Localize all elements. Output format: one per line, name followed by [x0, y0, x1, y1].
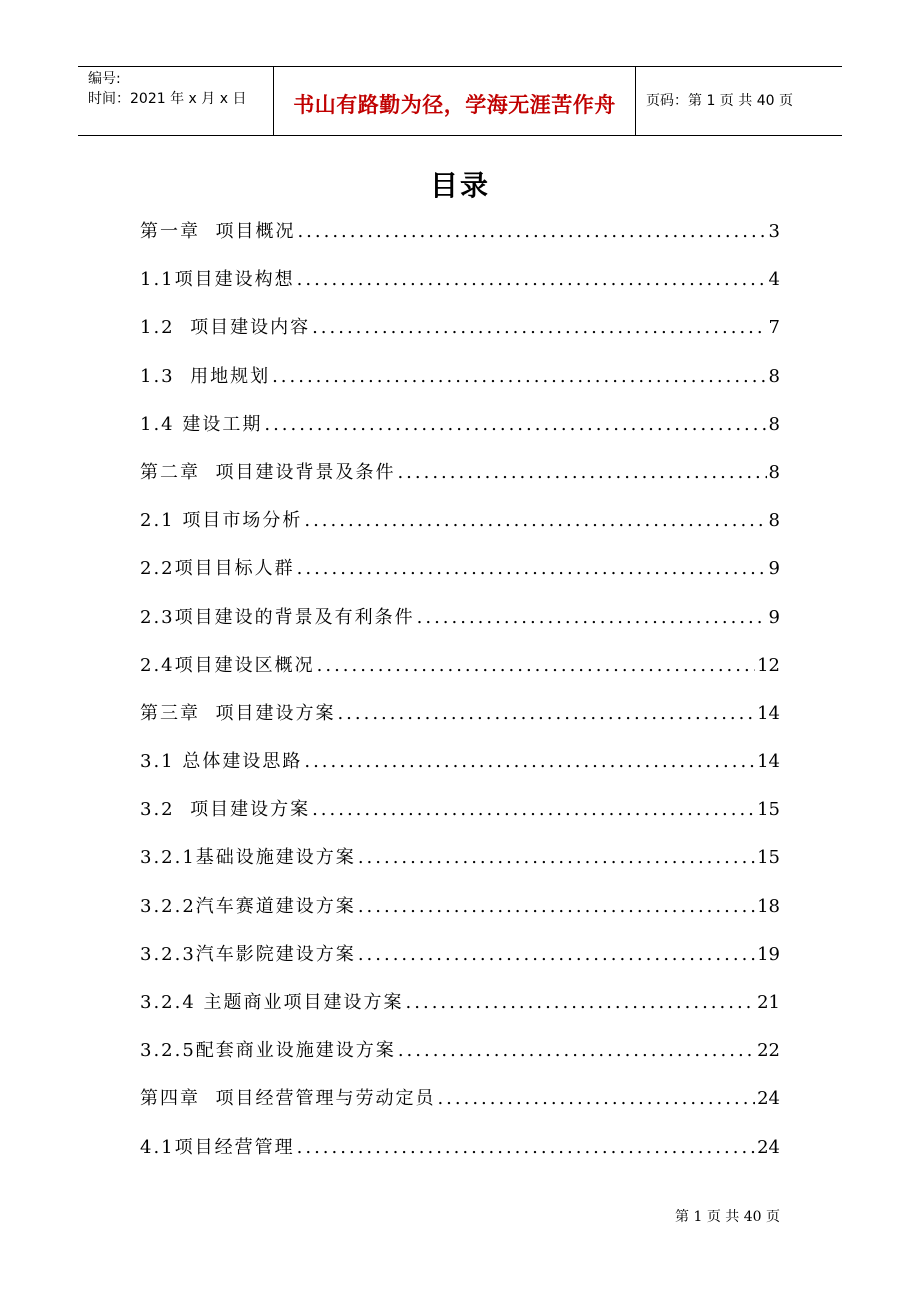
- toc-entry-label: 3.2.5配套商业设施建设方案: [140, 1040, 396, 1062]
- toc-entry-label: 2.3项目建设的背景及有利条件: [140, 606, 415, 628]
- toc-entry-label: 第三章 项目建设方案: [140, 702, 336, 724]
- toc-entry-label: 1.4 建设工期: [140, 413, 263, 435]
- toc-dot-leader: [437, 1075, 755, 1123]
- toc-entry[interactable]: [140, 979, 780, 1027]
- document-header: [78, 66, 842, 136]
- toc-entry[interactable]: [140, 834, 780, 882]
- toc-entry-page-number: 8: [768, 461, 780, 483]
- toc-entry-label: 3.1 总体建设思路: [140, 751, 303, 773]
- toc-dot-leader: [297, 545, 767, 593]
- toc-entry-page-number: 15: [757, 847, 780, 869]
- header-right-cell: [636, 67, 842, 135]
- toc-entry[interactable]: [140, 208, 780, 256]
- toc-entry-label: 2.4项目建设区概况: [140, 654, 315, 676]
- toc-entry-page-number: 4: [768, 269, 780, 291]
- toc-dot-leader: [398, 1027, 755, 1075]
- toc-entry-page-number: 18: [757, 895, 780, 917]
- header-motto: 书山有路勤为径，学海无涯苦作舟: [293, 93, 616, 117]
- toc-dot-leader: [312, 304, 766, 352]
- toc-entry-page-number: 8: [768, 365, 780, 387]
- toc-entry-page-number: 24: [757, 1088, 780, 1110]
- header-center-cell: [274, 67, 636, 135]
- table-of-contents: [140, 208, 780, 1172]
- toc-entry-page-number: 14: [757, 702, 780, 724]
- toc-entry-label: 3.2.4 主题商业项目建设方案: [140, 992, 404, 1013]
- toc-entry-page-number: 8: [768, 510, 780, 532]
- date-label: 时间：2021 年 x 月 x 日: [88, 91, 247, 107]
- toc-entry-page-number: 8: [768, 413, 780, 435]
- toc-entry-page-number: 24: [757, 1136, 780, 1158]
- header-left-cell: [78, 67, 274, 135]
- toc-entry-page-number: 7: [768, 317, 780, 339]
- toc-entry-label: 第二章 项目建设背景及条件: [140, 461, 396, 483]
- toc-dot-leader: [297, 1124, 755, 1172]
- toc-dot-leader: [297, 256, 767, 304]
- toc-entry[interactable]: [140, 594, 780, 642]
- toc-entry-page-number: 21: [757, 992, 780, 1013]
- toc-dot-leader: [264, 401, 766, 449]
- toc-entry-label: 2.2项目目标人群: [140, 558, 295, 580]
- toc-dot-leader: [397, 449, 766, 497]
- toc-dot-leader: [417, 594, 767, 642]
- toc-title: 目录: [429, 169, 490, 202]
- toc-entry[interactable]: [140, 401, 780, 449]
- toc-dot-leader: [337, 690, 755, 738]
- toc-entry[interactable]: [140, 690, 780, 738]
- toc-entry-label: 4.1项目经营管理: [140, 1136, 295, 1158]
- toc-entry-label: 3.2.2汽车赛道建设方案: [140, 895, 356, 917]
- toc-entry[interactable]: [140, 931, 780, 979]
- toc-dot-leader: [304, 738, 755, 786]
- toc-entry[interactable]: [140, 545, 780, 593]
- toc-entry-page-number: 15: [757, 799, 780, 821]
- toc-entry-page-number: 19: [757, 943, 780, 965]
- serial-number-label: 编号:: [88, 71, 121, 87]
- toc-entry[interactable]: [140, 642, 780, 690]
- toc-dot-leader: [358, 834, 755, 882]
- toc-entry-label: 3.2 项目建设方案: [140, 799, 311, 821]
- header-page-info: 页码：第 1 页 共 40 页: [646, 93, 793, 109]
- toc-entry[interactable]: [140, 497, 780, 545]
- toc-dot-leader: [297, 208, 766, 256]
- toc-entry-page-number: 14: [757, 751, 780, 773]
- toc-dot-leader: [406, 979, 756, 1027]
- toc-entry[interactable]: [140, 1124, 780, 1172]
- toc-entry[interactable]: [140, 304, 780, 352]
- toc-dot-leader: [317, 642, 755, 690]
- toc-entry-label: 第四章 项目经营管理与劳动定员: [140, 1088, 436, 1110]
- toc-entry-page-number: 12: [757, 654, 780, 676]
- toc-dot-leader: [358, 883, 755, 931]
- toc-entry-label: 1.2 项目建设内容: [140, 317, 311, 339]
- toc-dot-leader: [272, 353, 766, 401]
- toc-dot-leader: [312, 786, 755, 834]
- toc-entry-page-number: 22: [757, 1040, 780, 1062]
- toc-entry-label: 2.1 项目市场分析: [140, 510, 303, 532]
- toc-entry[interactable]: [140, 353, 780, 401]
- toc-entry-label: 1.1项目建设构想: [140, 269, 295, 291]
- toc-dot-leader: [304, 497, 766, 545]
- toc-entry-page-number: 9: [768, 606, 780, 628]
- toc-entry[interactable]: [140, 1027, 780, 1075]
- toc-entry-label: 3.2.3汽车影院建设方案: [140, 943, 356, 965]
- toc-entry-label: 第一章 项目概况: [140, 221, 296, 242]
- page-footer: 第 1 页 共 40 页: [675, 1209, 780, 1225]
- toc-entry[interactable]: [140, 883, 780, 931]
- toc-entry[interactable]: [140, 256, 780, 304]
- toc-entry-page-number: 3: [768, 221, 780, 242]
- toc-entry-label: 1.3 用地规划: [140, 365, 271, 387]
- toc-dot-leader: [358, 931, 755, 979]
- toc-entry-page-number: 9: [768, 558, 780, 580]
- toc-entry-label: 3.2.1基础设施建设方案: [140, 847, 356, 869]
- toc-entry[interactable]: [140, 1075, 780, 1123]
- toc-entry[interactable]: [140, 449, 780, 497]
- toc-entry[interactable]: [140, 738, 780, 786]
- toc-entry[interactable]: [140, 786, 780, 834]
